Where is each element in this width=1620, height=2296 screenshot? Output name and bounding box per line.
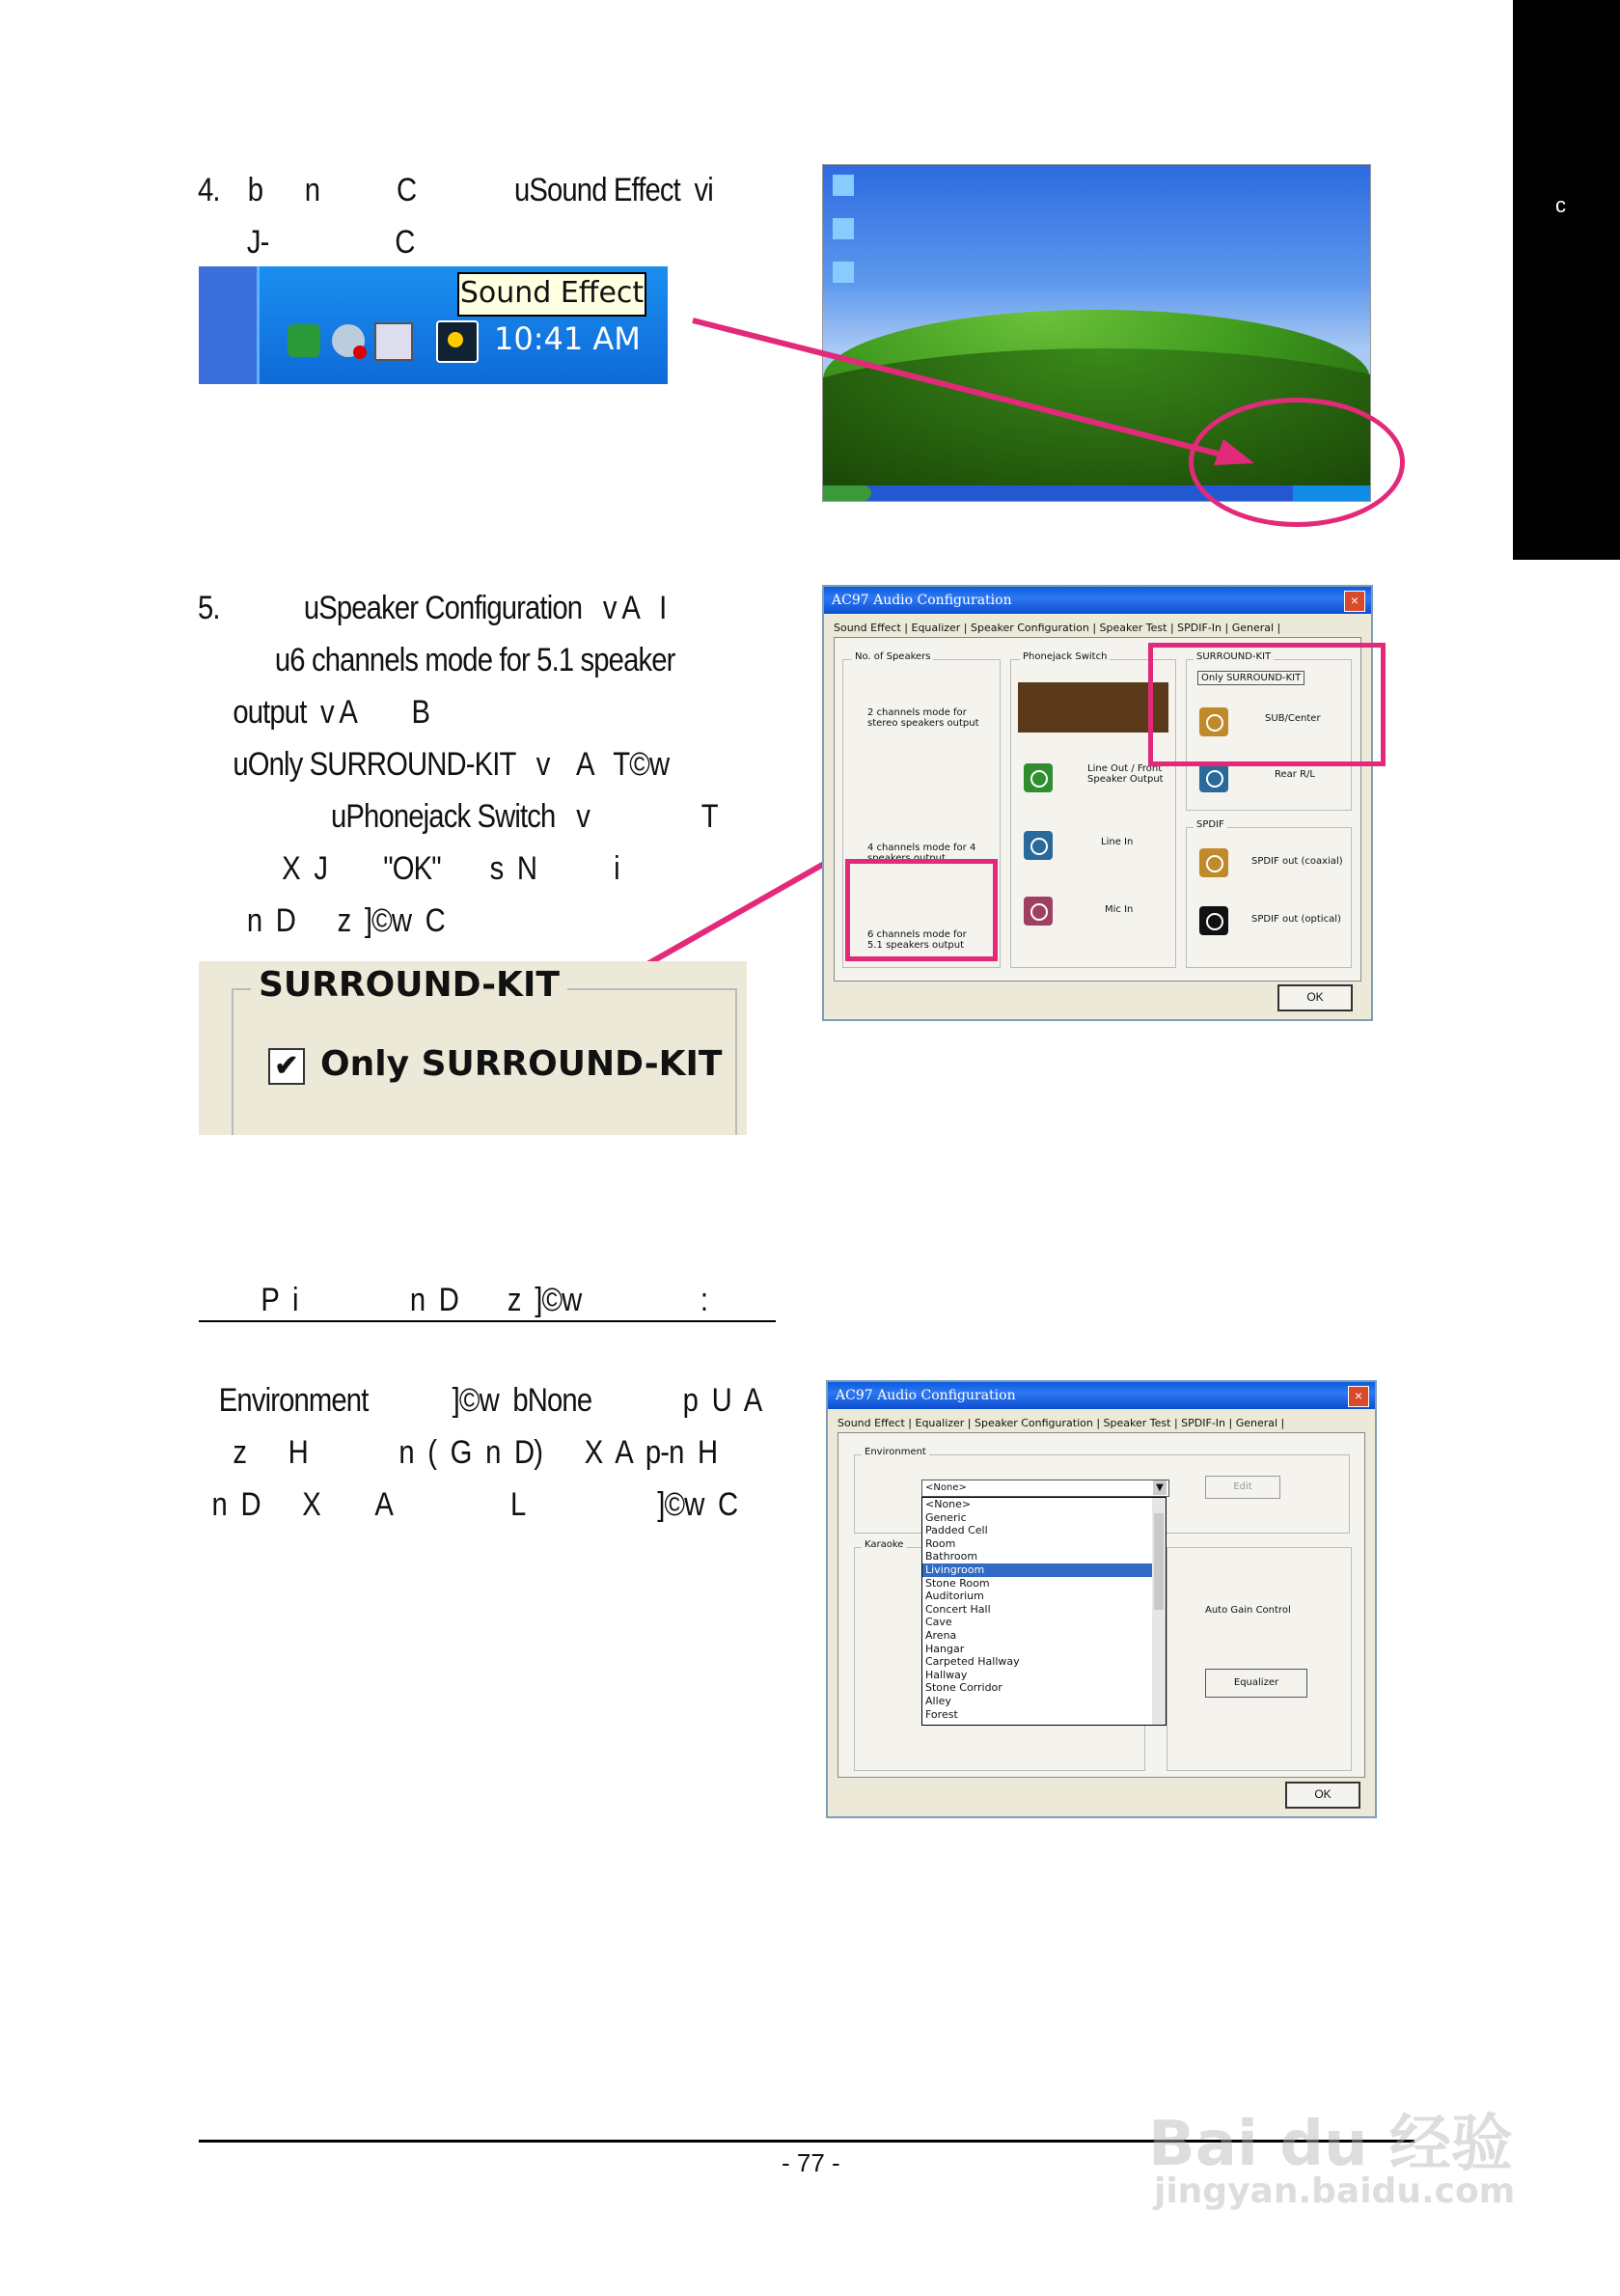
chevron-down-icon[interactable]: ▼ [1153,1480,1167,1495]
rear-label: Rear R/L [1275,769,1315,780]
section-line: Environment ]©w bNone p U A [198,1382,762,1419]
phonejack-label: Phonejack Switch [1020,651,1110,662]
close-button[interactable]: × [1348,1386,1369,1407]
step5-line: output v A B [198,694,430,731]
mic-in-jack-icon [1024,897,1053,926]
step4-line1: 4. b n C uSound Effect vi [198,172,713,208]
environment-option[interactable]: Arena [925,1628,957,1642]
auto-gain-checkbox[interactable]: Auto Gain Control [1205,1605,1291,1616]
step5-line: u6 channels mode for 5.1 speaker [198,642,675,678]
environment-option[interactable]: Auditorium [925,1590,984,1603]
section-line: z H n ( G n D) X A p-n H [198,1434,718,1471]
environment-option[interactable]: Cave [925,1616,952,1629]
environment-option[interactable]: Livingroom [922,1563,1166,1577]
environment-option[interactable]: Padded Cell [925,1524,988,1537]
equalizer-button[interactable]: Equalizer [1205,1669,1307,1698]
side-tab-letter: c [1555,193,1566,217]
environment-label: Environment [862,1447,929,1457]
radio-2ch[interactable]: 2 channels mode for stereo speakers output [867,707,979,729]
environment-option[interactable]: Room [925,1536,956,1550]
step5-line: X J "OK" s N i [198,850,619,887]
edit-button[interactable]: Edit [1205,1476,1280,1499]
environment-select[interactable]: <None> [921,1480,1169,1497]
rear-jack-icon [1199,763,1228,792]
environment-option[interactable]: Stone Room [925,1576,990,1590]
step5-line: n D z ]©w C [198,902,445,939]
ok-button[interactable]: OK [1277,984,1353,1011]
environment-option[interactable]: <None> [925,1498,972,1510]
step5-line: 5. uSpeaker Configuration v A I [198,590,667,626]
mic-in-label: Mic In [1105,904,1134,915]
surround-kit-zoom [199,961,747,1135]
radio-6ch[interactable]: 6 channels mode for 5.1 speakers output [867,929,967,951]
step5-text-block [198,582,802,947]
environment-option[interactable]: Hallway [925,1668,968,1681]
ok-button[interactable]: OK [1285,1782,1360,1809]
dialog-title: AC97 Audio Configuration [824,587,1371,614]
line-in-label: Line In [1101,837,1134,847]
only-surround-kit-label: Only SURROUND-KIT [320,1044,723,1084]
arrow-line-step4 [693,320,1225,456]
section-line: n D X A L ]©w C [198,1486,738,1523]
dialog-tabs[interactable]: Sound Effect | Equalizer | Speaker Configuration | Speaker Test | SPDIF-In | General | [837,1417,1285,1429]
environment-option[interactable]: Concert Hall [925,1602,991,1616]
line-in-jack-icon [1024,831,1053,860]
dialog-title: AC97 Audio Configuration [828,1382,1375,1409]
radio-4ch[interactable]: 4 channels mode for 4 speakers output [867,843,976,864]
tray-clock: 10:41 AM [494,320,641,357]
spdif-label: SPDIF [1194,819,1227,830]
environment-dropdown-list[interactable] [921,1497,1167,1726]
highlight-box-surround-kit [1148,643,1386,766]
environment-option[interactable]: Alley [925,1694,951,1707]
karaoke-label: Karaoke [862,1539,906,1550]
line-out-label: Line Out / Front Speaker Output [1087,763,1164,785]
only-surround-kit-checkbox[interactable]: Only SURROUND-KIT [1197,671,1304,685]
environment-option[interactable]: Carpeted Hallway [925,1655,1020,1669]
section-heading: P i n D z ]©w : [198,1282,708,1318]
step4-line2: J- C [198,224,415,261]
environment-option[interactable]: Forest [925,1707,958,1721]
no-of-speakers-label: No. of Speakers [852,651,933,662]
baidu-watermark-logo: Bai du 经验 [1148,2109,1513,2180]
tab-panel [837,1432,1365,1778]
section-heading-rule [199,1320,776,1322]
list-scrollbar[interactable] [1152,1498,1166,1725]
dialog-tabs[interactable]: Sound Effect | Equalizer | Speaker Configuration | Speaker Test | SPDIF-In | General | [834,622,1281,634]
line-out-jack-icon [1024,763,1053,792]
step5-line: uOnly SURROUND-KIT v A T©w [198,746,670,783]
surround-kit-label: SURROUND-KIT [1194,651,1274,662]
arrow-head-step4 [1214,439,1254,465]
phonejack-image [1018,682,1168,733]
spdif-coaxial-jack-icon [1199,848,1228,877]
spdif-optical-jack-icon [1199,906,1228,935]
sub-center-label: SUB/Center [1265,713,1321,724]
environment-option[interactable]: Generic [925,1510,967,1524]
page-number: - 77 - [782,2148,840,2177]
close-button[interactable]: × [1344,591,1365,612]
environment-option[interactable]: Hangar [925,1642,965,1655]
spdif-coaxial-label: SPDIF out (coaxial) [1251,856,1343,867]
section-text-block [198,1374,854,1531]
spdif-optical-label: SPDIF out (optical) [1251,914,1341,925]
environment-option[interactable]: Stone Corridor [925,1681,1002,1695]
sound-effect-dialog [826,1380,1377,1818]
step5-line: uPhonejack Switch v T [198,798,718,835]
baidu-watermark-url: jingyan.baidu.com [1154,2172,1516,2211]
sound-effect-tooltip: Sound Effect [457,272,646,317]
highlight-box-6ch [845,859,998,961]
surround-kit-group-label: SURROUND-KIT [251,965,567,1005]
only-surround-kit-checkbox[interactable]: ✔ [268,1048,305,1085]
right-group [1167,1547,1352,1771]
environment-option[interactable]: Bathroom [925,1550,978,1563]
